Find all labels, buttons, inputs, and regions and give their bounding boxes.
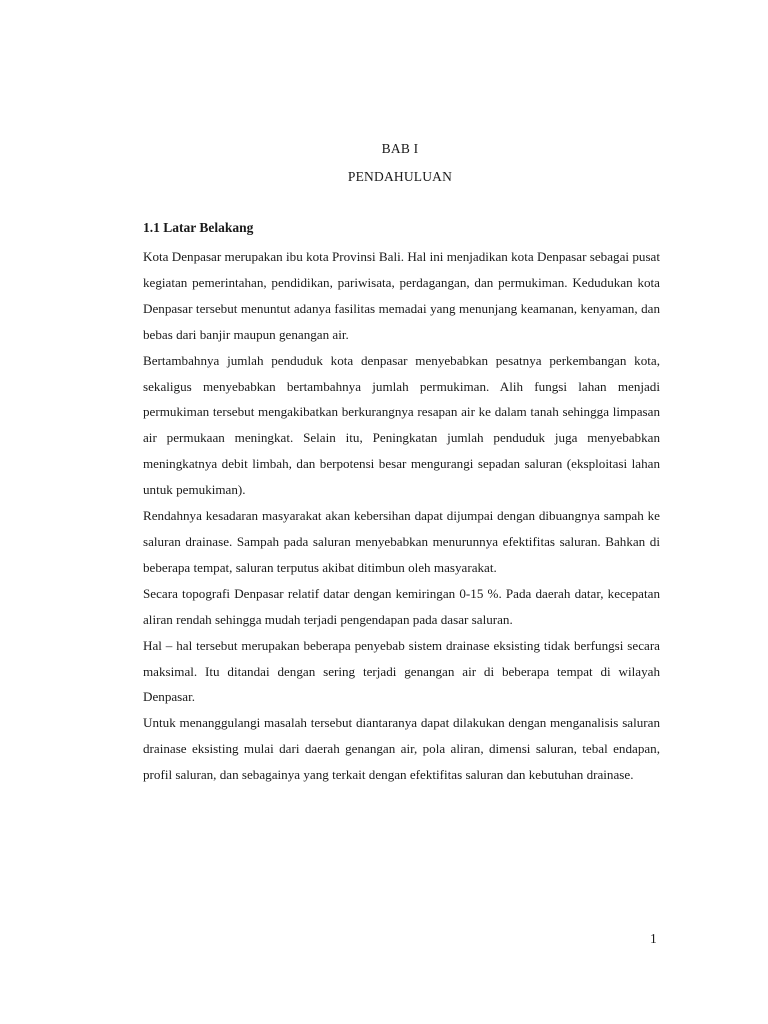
paragraph: Bertambahnya jumlah penduduk kota denpasar menyebabkan pesatnya perkembangan kota, sekaligus menyebabkan bertambahnya jumlah permukiman. Alih fungsi lahan menjadi permukiman tersebut mengakibatkan berkurangnya resapan air ke dalam tanah sehingga limpasan air permukaan meningkat. Selain itu, Peningkatan jumlah penduduk juga menyebabkan meningkatnya debit limbah, dan berpotensi besar mengurangi sepadan saluran (eksploitasi lahan untuk pemukiman). [143,352,660,498]
paragraph: Hal – hal tersebut merupakan beberapa penyebab sistem drainase eksisting tidak berfungsi secara maksimal. Itu ditandai dengan sering terjadi genangan air di beberapa tempat di wilayah Denpasar. [143,637,660,705]
paragraph: Kota Denpasar merupakan ibu kota Provinsi Bali. Hal ini menjadikan kota Denpasar sebagai pusat kegiatan pemerintahan, pendidikan, pariwisata, perdagangan, dan permukiman. Kedudukan kota Denpasar tersebut menuntut adanya fasilitas memadai yang menunjang keamanan, kenyaman, dan bebas dari banjir maupun genangan air. [143,249,660,342]
paragraph: Untuk menanggulangi masalah tersebut diantaranya dapat dilakukan dengan menganalisis saluran drainase eksisting mulai dari daerah genangan air, pola aliran, dimensi saluran, tebal endapan, profil saluran, dan sebagainya yang terkait dengan efektifitas saluran dan kebutuhan drainase. [143,715,660,783]
paragraph: Rendahnya kesadaran masyarakat akan kebersihan dapat dijumpai dengan dibuangnya sampah ke saluran drainase. Sampah pada saluran menyebabkan menurunnya efektifitas saluran. Bahkan di beberapa tempat, saluran terputus akibat ditimbun oleh masyarakat. [143,508,660,575]
body-text [143,244,660,788]
page-number: 1 [650,931,657,946]
chapter-title: PENDAHULUAN [347,169,453,184]
section-heading: 1.1 Latar Belakang [143,220,254,235]
chapter-number: BAB I [381,141,419,156]
paragraph: Secara topografi Denpasar relatif datar dengan kemiringan 0-15 %. Pada daerah datar, kecepatan aliran rendah sehingga mudah terjadi pengendapan pada dasar saluran. [143,585,660,627]
